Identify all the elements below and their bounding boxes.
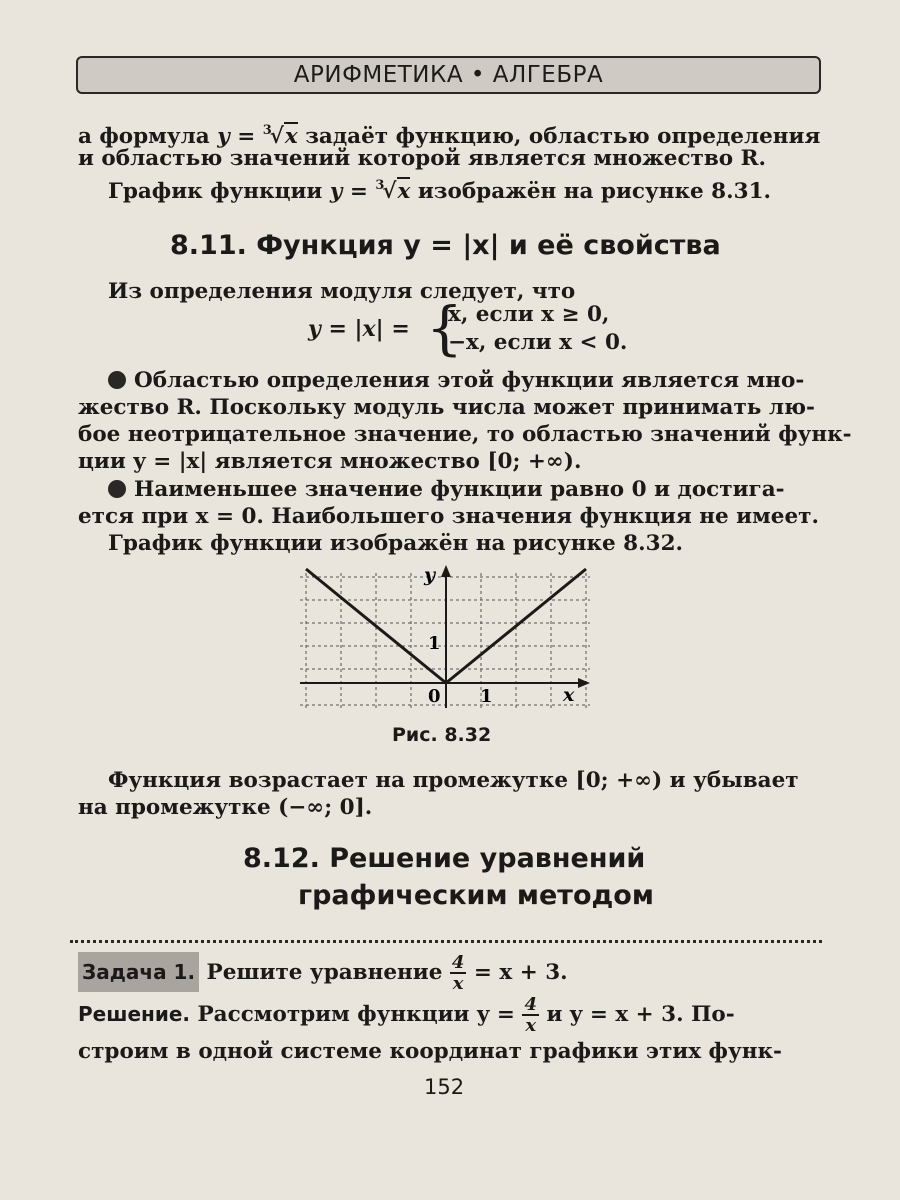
figure-caption: Рис. 8.32 [392,724,492,746]
solution-line-2: строим в одной системе координат графики этих функ- [78,1039,782,1064]
solution-line-1 [78,994,823,1035]
monotonic-line-1: Функция возрастает на промежутке [0; +∞) и убывает [108,768,799,793]
formula-case-1: x, если x ≥ 0, [448,302,610,327]
task-label: Задача 1. [78,952,199,992]
formula-case-2: −x, если x < 0. [448,330,628,355]
intro-line-2: и областью значений которой является множество R. [78,146,766,171]
bullet1-line-4: ции y = |x| является множество [0; +∞). [78,449,582,474]
y-axis-arrow [441,565,451,577]
section-title-8-12-line-2: графическим методом [298,880,654,911]
formula-lhs: y = |x| = [308,316,410,342]
fraction-numerator: 4 [451,952,465,973]
section-lead: Из определения модуля следует, что [108,279,576,304]
header-title: АРИФМЕТИКА • АЛГЕБРА [293,62,604,88]
dotted-divider [70,940,822,943]
formula-var: y = [329,179,376,204]
solution-fraction [522,995,539,1035]
bullet-icon [108,480,126,498]
page-number: 152 [424,1075,465,1099]
x-axis-arrow [578,678,590,688]
intro-text: График функции [108,179,330,204]
running-header [76,56,821,94]
intro-line-3 [108,172,853,206]
fraction-denominator: x [525,1015,537,1036]
task-text: Решите уравнение [199,960,450,985]
origin-label: 0 [428,686,441,707]
bullet1-line-2: жество R. Поскольку модуль числа может принимать лю- [78,395,815,420]
formula-var: y [217,124,230,149]
x-tick-label: 1 [480,686,493,707]
x-axis-label: x [563,684,575,706]
solution-text: и y = x + 3. По- [538,1002,735,1027]
bullet1-line-3: бое неотрицательное значение, то областью значений функ- [78,422,852,447]
section-title-8-12-line-1: 8.12. Решение уравнений [243,843,646,874]
graph-reference: График функции изображён на рисунке 8.32. [108,531,684,556]
radicand: x [397,179,411,204]
curly-brace: { [426,294,463,362]
bullet2-line-1 [108,476,853,504]
intro-text: изображён на рисунке 8.31. [410,179,772,204]
formula-eq: = [229,124,263,149]
radical-sign: √ [382,179,397,204]
section-title-8-11: 8.11. Функция y = |x| и её свойства [170,230,721,261]
bullet-icon [108,371,126,389]
bullet1-text: Областью определения этой функции является мно- [134,368,805,393]
abs-graph-figure [300,563,590,713]
solution-label: Решение. [78,1002,191,1026]
fraction-denominator: x [452,973,464,994]
y-tick-label: 1 [428,633,441,654]
task-fraction [450,953,467,993]
task-text: = x + 3. [466,960,568,985]
radicand: x [284,124,298,149]
radical-sign: √ [269,124,284,149]
bullet2-text: Наименьшее значение функции равно 0 и достига- [134,477,785,502]
root-index: 3 [262,123,272,138]
fraction-numerator: 4 [524,994,537,1015]
monotonic-line-2: на промежутке (−∞; 0]. [78,795,373,820]
intro-text: а формула [78,124,218,149]
y-axis-label: y [424,564,436,586]
root-index: 3 [375,178,385,193]
bullet1-line-1 [108,367,853,395]
bullet2-line-2: ется при x = 0. Наибольшего значения функция не имеет. [78,504,819,529]
solution-text: Рассмотрим функции y = [190,1002,523,1027]
task-line [78,952,823,993]
intro-text: задаёт функцию, областью определения [297,124,821,149]
